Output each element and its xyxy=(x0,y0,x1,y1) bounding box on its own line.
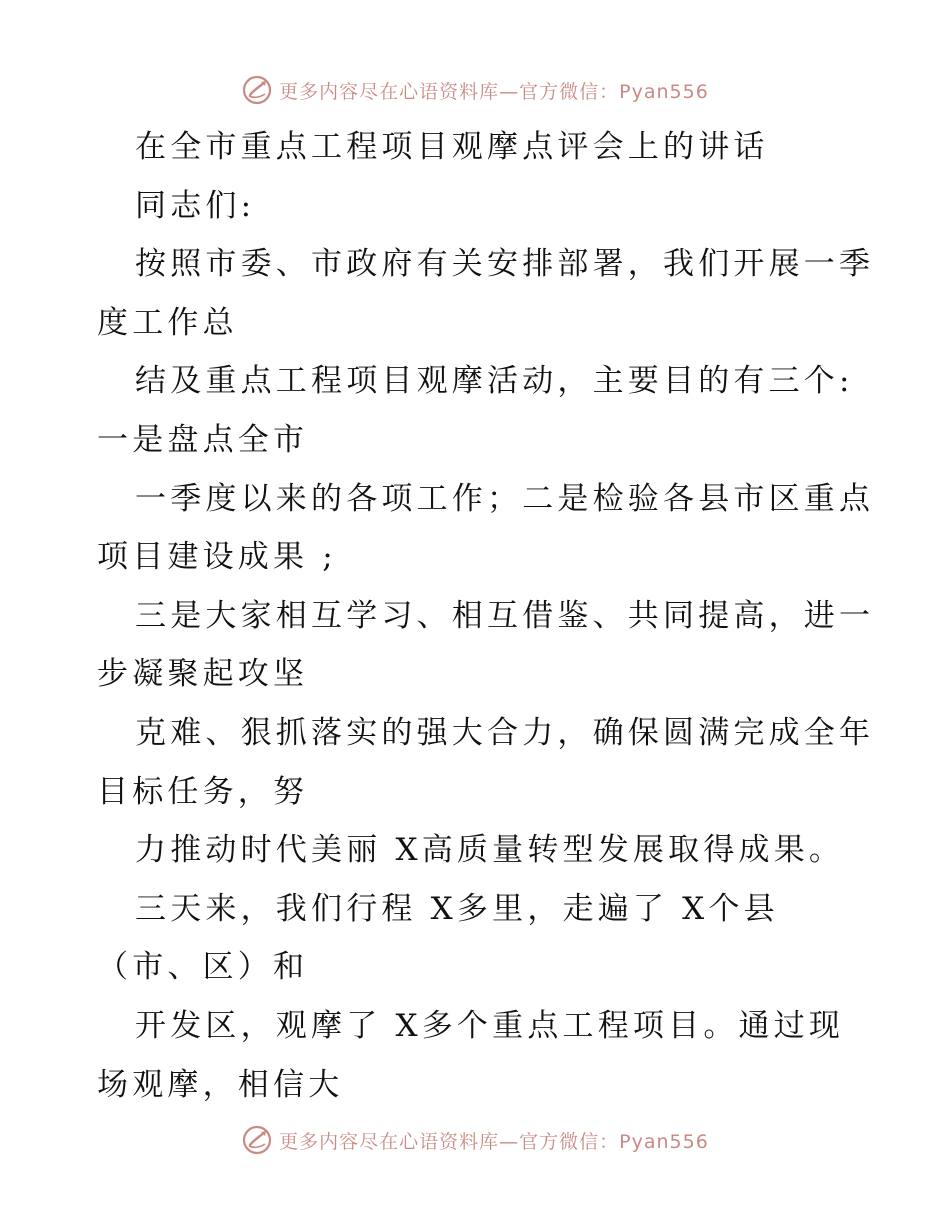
document-body xyxy=(97,118,875,1114)
text-line: 一季度以来的各项工作；二是检验各县市区重点 xyxy=(135,480,875,517)
watermark-text: 更多内容尽在心语资料库—官方微信：Pyan556 xyxy=(279,80,709,103)
text-line: 目标任务，努 xyxy=(97,773,309,810)
text-line: 三是大家相互学习、相互借鉴、共同提高，进一 xyxy=(135,597,875,634)
text-line: 三天来，我们行程 X多里，走遍了 X个县 xyxy=(135,890,779,927)
text-line: 结及重点工程项目观摩活动，主要目的有三个: xyxy=(135,363,854,400)
text-line: 一是盘点全市 xyxy=(97,421,309,458)
text-line: 开发区，观摩了 X多个重点工程项目。通过现 xyxy=(135,1007,845,1044)
text-line: 项目建设成果 ; xyxy=(97,539,337,576)
document-title: 在全市重点工程项目观摩点评会上的讲话 xyxy=(135,129,769,165)
text-line: （市、区）和 xyxy=(97,949,309,986)
text-line: 度工作总 xyxy=(97,304,238,341)
text-line: 力推动时代美丽 X高质量转型发展取得成果。 xyxy=(135,832,845,869)
text-line: 克难、狠抓落实的强大合力，确保圆满完成全年 xyxy=(135,714,875,751)
watermark-text: 更多内容尽在心语资料库—官方微信：Pyan556 xyxy=(279,1130,709,1153)
book-pen-logo-icon xyxy=(241,74,273,106)
text-line: 按照市委、市政府有关安排部署，我们开展一季 xyxy=(135,246,875,283)
salutation: 同志们: xyxy=(135,187,256,224)
header-watermark xyxy=(0,70,950,110)
book-pen-logo-icon xyxy=(241,1124,273,1156)
footer-watermark xyxy=(0,1120,950,1160)
text-line: 场观摩，相信大 xyxy=(97,1066,344,1103)
text-line: 步凝聚起攻坚 xyxy=(97,656,309,693)
